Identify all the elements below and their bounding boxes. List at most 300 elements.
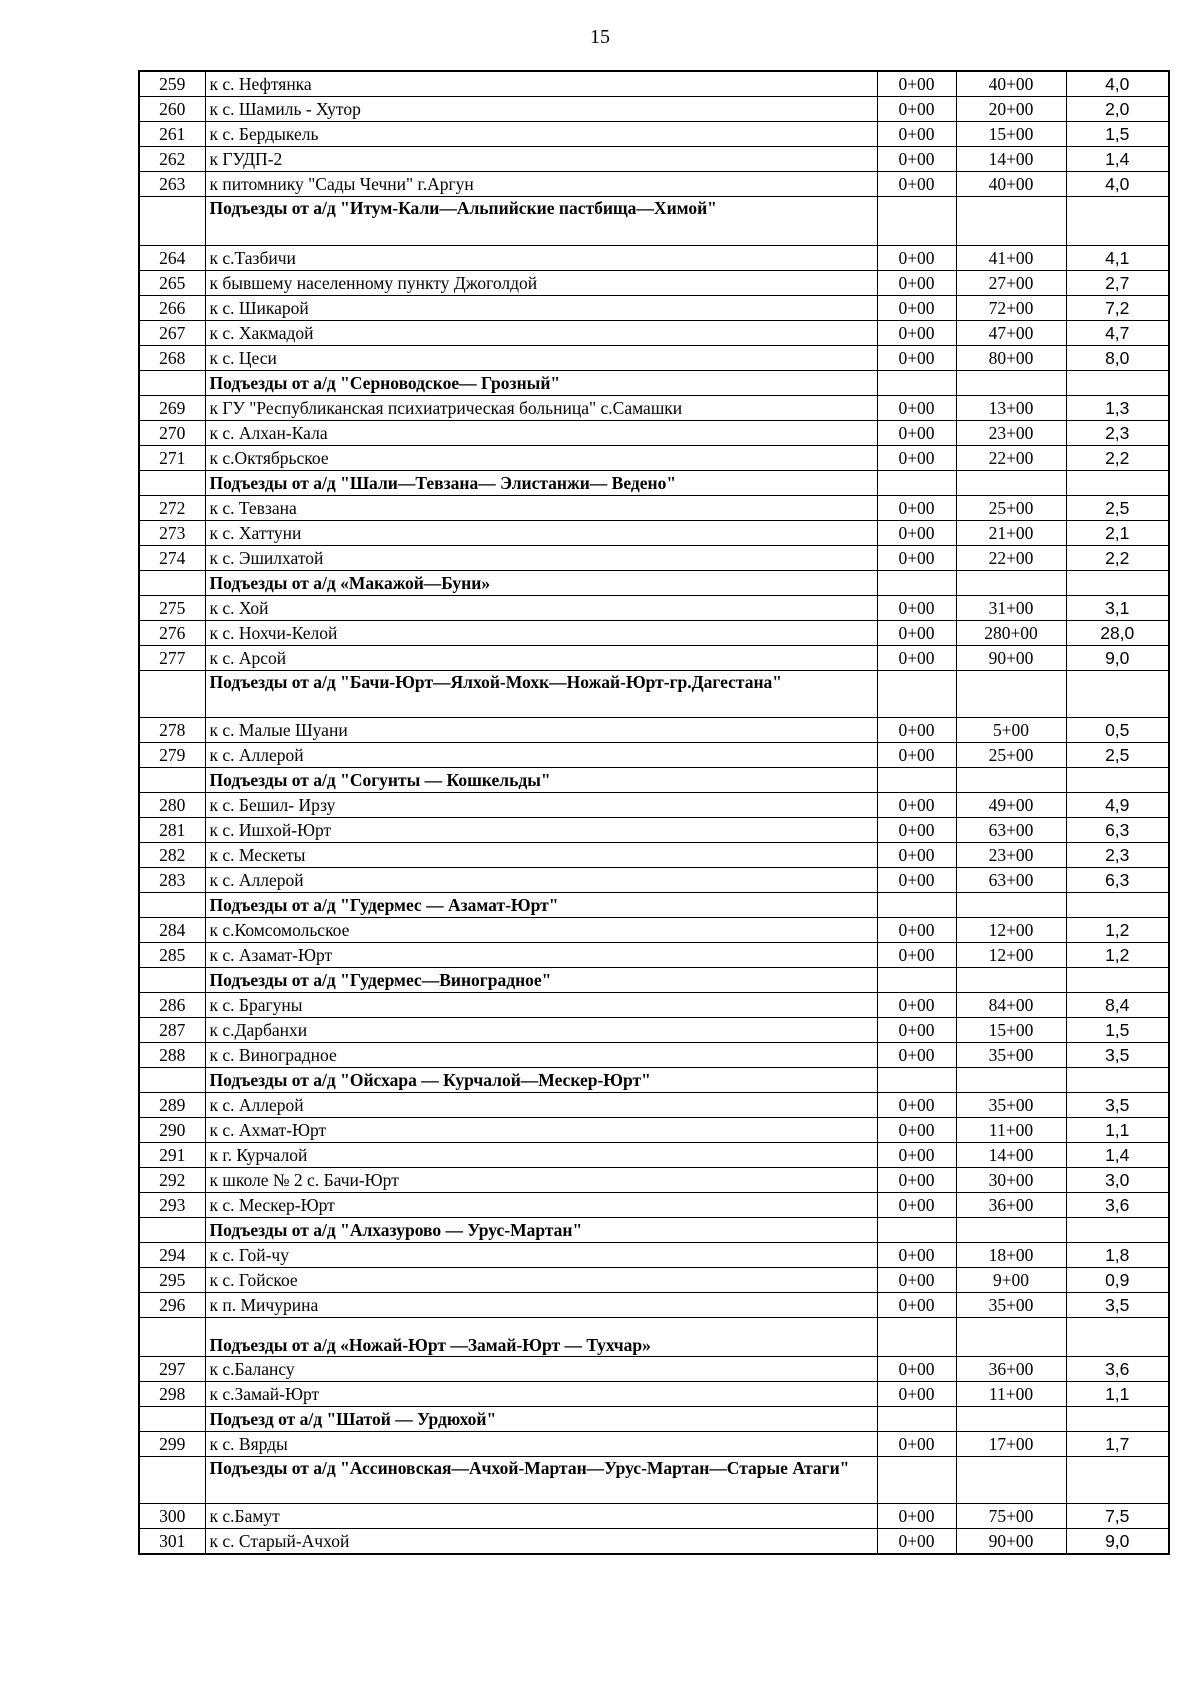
section-num-cell xyxy=(139,768,205,793)
section-start-cell xyxy=(877,571,956,596)
table-row xyxy=(139,1504,1169,1529)
section-num-cell xyxy=(139,1407,205,1432)
section-title: Подъезды от а/д "Гудермес — Азамат-Юрт" xyxy=(205,893,877,918)
length-km: 7,5 xyxy=(1066,1504,1169,1529)
length-km: 4,0 xyxy=(1066,71,1169,97)
row-number: 290 xyxy=(139,1118,205,1143)
table-row xyxy=(139,743,1169,768)
section-end-cell xyxy=(956,1407,1066,1432)
start-km: 0+00 xyxy=(877,843,956,868)
row-number: 286 xyxy=(139,993,205,1018)
section-header-row xyxy=(139,968,1169,993)
row-number: 260 xyxy=(139,97,205,122)
section-start-cell xyxy=(877,197,956,246)
table-row xyxy=(139,446,1169,471)
section-title: Подъезды от а/д «Макажой—Буни» xyxy=(205,571,877,596)
table-row xyxy=(139,172,1169,197)
road-name: к с. Бешил- Ирзу xyxy=(205,793,877,818)
section-end-cell xyxy=(956,471,1066,496)
section-start-cell xyxy=(877,1457,956,1504)
start-km: 0+00 xyxy=(877,918,956,943)
section-length-cell xyxy=(1066,1457,1169,1504)
length-km: 3,5 xyxy=(1066,1093,1169,1118)
section-title: Подъезды от а/д "Серноводское— Грозный" xyxy=(205,371,877,396)
start-km: 0+00 xyxy=(877,421,956,446)
table-row xyxy=(139,346,1169,371)
section-num-cell xyxy=(139,1218,205,1243)
end-km: 15+00 xyxy=(956,122,1066,147)
road-name: к с. Нефтянка xyxy=(205,71,877,97)
row-number: 279 xyxy=(139,743,205,768)
section-title: Подъезды от а/д "Итум-Кали—Альпийские пастбища—Химой" xyxy=(205,197,877,246)
length-km: 1,1 xyxy=(1066,1118,1169,1143)
table-row xyxy=(139,122,1169,147)
row-number: 284 xyxy=(139,918,205,943)
table-row xyxy=(139,1293,1169,1318)
end-km: 22+00 xyxy=(956,446,1066,471)
end-km: 36+00 xyxy=(956,1357,1066,1382)
row-number: 259 xyxy=(139,71,205,97)
end-km: 75+00 xyxy=(956,1504,1066,1529)
start-km: 0+00 xyxy=(877,1243,956,1268)
row-number: 277 xyxy=(139,646,205,671)
road-name: к ГУ "Республиканская психиатрическая больница" с.Самашки xyxy=(205,396,877,421)
end-km: 41+00 xyxy=(956,246,1066,271)
section-title: Подъезды от а/д "Бачи-Юрт—Ялхой-Мохк—Ножай-Юрт-гр.Дагестана" xyxy=(205,671,877,718)
length-km: 2,2 xyxy=(1066,546,1169,571)
end-km: 36+00 xyxy=(956,1193,1066,1218)
start-km: 0+00 xyxy=(877,396,956,421)
start-km: 0+00 xyxy=(877,1018,956,1043)
section-start-cell xyxy=(877,1068,956,1093)
road-name: к с. Брагуны xyxy=(205,993,877,1018)
start-km: 0+00 xyxy=(877,1168,956,1193)
length-km: 1,3 xyxy=(1066,396,1169,421)
road-name: к с. Эшилхатой xyxy=(205,546,877,571)
length-km: 2,2 xyxy=(1066,446,1169,471)
table-row xyxy=(139,818,1169,843)
start-km: 0+00 xyxy=(877,546,956,571)
length-km: 3,6 xyxy=(1066,1357,1169,1382)
section-length-cell xyxy=(1066,471,1169,496)
road-name: к с.Бамут xyxy=(205,1504,877,1529)
table-row xyxy=(139,793,1169,818)
row-number: 297 xyxy=(139,1357,205,1382)
road-name: к с. Шикарой xyxy=(205,296,877,321)
start-km: 0+00 xyxy=(877,1529,956,1555)
road-name: к с. Арсой xyxy=(205,646,877,671)
start-km: 0+00 xyxy=(877,346,956,371)
start-km: 0+00 xyxy=(877,1357,956,1382)
section-num-cell xyxy=(139,893,205,918)
table-row xyxy=(139,296,1169,321)
start-km: 0+00 xyxy=(877,1043,956,1068)
row-number: 298 xyxy=(139,1382,205,1407)
end-km: 25+00 xyxy=(956,496,1066,521)
section-num-cell xyxy=(139,1068,205,1093)
section-header-row xyxy=(139,371,1169,396)
end-km: 35+00 xyxy=(956,1093,1066,1118)
end-km: 22+00 xyxy=(956,546,1066,571)
road-name: к с. Бердыкель xyxy=(205,122,877,147)
row-number: 267 xyxy=(139,321,205,346)
section-header-row xyxy=(139,768,1169,793)
row-number: 272 xyxy=(139,496,205,521)
table-row xyxy=(139,246,1169,271)
start-km: 0+00 xyxy=(877,271,956,296)
section-title: Подъезды от а/д "Ассиновская—Ачхой-Мартан—Урус-Мартан—Старые Атаги" xyxy=(205,1457,877,1504)
start-km: 0+00 xyxy=(877,1293,956,1318)
table-row xyxy=(139,1529,1169,1555)
row-number: 299 xyxy=(139,1432,205,1457)
table-row xyxy=(139,421,1169,446)
section-start-cell xyxy=(877,671,956,718)
row-number: 264 xyxy=(139,246,205,271)
section-end-cell xyxy=(956,768,1066,793)
start-km: 0+00 xyxy=(877,1093,956,1118)
road-name: к с. Хаттуни xyxy=(205,521,877,546)
section-start-cell xyxy=(877,893,956,918)
row-number: 263 xyxy=(139,172,205,197)
end-km: 63+00 xyxy=(956,818,1066,843)
section-num-cell xyxy=(139,571,205,596)
table-row xyxy=(139,1357,1169,1382)
start-km: 0+00 xyxy=(877,718,956,743)
road-name: к с. Аллерой xyxy=(205,1093,877,1118)
row-number: 293 xyxy=(139,1193,205,1218)
section-length-cell xyxy=(1066,1407,1169,1432)
end-km: 40+00 xyxy=(956,172,1066,197)
section-num-cell xyxy=(139,471,205,496)
section-end-cell xyxy=(956,371,1066,396)
length-km: 4,1 xyxy=(1066,246,1169,271)
length-km: 2,7 xyxy=(1066,271,1169,296)
start-km: 0+00 xyxy=(877,321,956,346)
row-number: 301 xyxy=(139,1529,205,1555)
end-km: 17+00 xyxy=(956,1432,1066,1457)
section-end-cell xyxy=(956,968,1066,993)
start-km: 0+00 xyxy=(877,1193,956,1218)
road-name: к п. Мичурина xyxy=(205,1293,877,1318)
start-km: 0+00 xyxy=(877,1432,956,1457)
start-km: 0+00 xyxy=(877,1118,956,1143)
row-number: 292 xyxy=(139,1168,205,1193)
length-km: 0,9 xyxy=(1066,1268,1169,1293)
end-km: 84+00 xyxy=(956,993,1066,1018)
section-end-cell xyxy=(956,1068,1066,1093)
road-name: к с. Аллерой xyxy=(205,743,877,768)
section-header-row xyxy=(139,571,1169,596)
table-row xyxy=(139,71,1169,97)
start-km: 0+00 xyxy=(877,122,956,147)
road-name: к с. Хакмадой xyxy=(205,321,877,346)
end-km: 30+00 xyxy=(956,1168,1066,1193)
table-row xyxy=(139,1382,1169,1407)
start-km: 0+00 xyxy=(877,1382,956,1407)
section-end-cell xyxy=(956,1218,1066,1243)
section-num-cell xyxy=(139,197,205,246)
road-name: к с. Гой-чу xyxy=(205,1243,877,1268)
start-km: 0+00 xyxy=(877,97,956,122)
start-km: 0+00 xyxy=(877,646,956,671)
end-km: 63+00 xyxy=(956,868,1066,893)
row-number: 296 xyxy=(139,1293,205,1318)
start-km: 0+00 xyxy=(877,793,956,818)
road-name: к с. Малые Шуани xyxy=(205,718,877,743)
row-number: 289 xyxy=(139,1093,205,1118)
table-row xyxy=(139,1118,1169,1143)
length-km: 1,1 xyxy=(1066,1382,1169,1407)
length-km: 2,5 xyxy=(1066,496,1169,521)
road-name: к с. Мескер-Юрт xyxy=(205,1193,877,1218)
row-number: 282 xyxy=(139,843,205,868)
end-km: 18+00 xyxy=(956,1243,1066,1268)
end-km: 280+00 xyxy=(956,621,1066,646)
start-km: 0+00 xyxy=(877,993,956,1018)
roads-table-body xyxy=(139,71,1169,1554)
road-name: к ГУДП-2 xyxy=(205,147,877,172)
length-km: 1,2 xyxy=(1066,943,1169,968)
road-name: к с. Шамиль - Хутор xyxy=(205,97,877,122)
length-km: 1,4 xyxy=(1066,1143,1169,1168)
section-num-cell xyxy=(139,968,205,993)
start-km: 0+00 xyxy=(877,621,956,646)
start-km: 0+00 xyxy=(877,1504,956,1529)
section-header-row xyxy=(139,1407,1169,1432)
length-km: 3,0 xyxy=(1066,1168,1169,1193)
length-km: 4,0 xyxy=(1066,172,1169,197)
length-km: 2,5 xyxy=(1066,743,1169,768)
table-row xyxy=(139,943,1169,968)
row-number: 300 xyxy=(139,1504,205,1529)
section-length-cell xyxy=(1066,671,1169,718)
start-km: 0+00 xyxy=(877,743,956,768)
section-end-cell xyxy=(956,571,1066,596)
table-row xyxy=(139,718,1169,743)
end-km: 23+00 xyxy=(956,843,1066,868)
end-km: 90+00 xyxy=(956,646,1066,671)
section-title: Подъезды от а/д «Ножай-Юрт —Замай-Юрт — Тухчар» xyxy=(205,1318,877,1357)
length-km: 0,5 xyxy=(1066,718,1169,743)
table-row xyxy=(139,868,1169,893)
road-name: к с.Балансу xyxy=(205,1357,877,1382)
length-km: 3,5 xyxy=(1066,1293,1169,1318)
table-row xyxy=(139,918,1169,943)
road-name: к с. Вярды xyxy=(205,1432,877,1457)
section-length-cell xyxy=(1066,768,1169,793)
start-km: 0+00 xyxy=(877,596,956,621)
section-start-cell xyxy=(877,768,956,793)
section-end-cell xyxy=(956,1457,1066,1504)
table-row xyxy=(139,1193,1169,1218)
end-km: 12+00 xyxy=(956,918,1066,943)
road-name: к с. Тевзана xyxy=(205,496,877,521)
section-title: Подъезд от а/д "Шатой — Урдюхой" xyxy=(205,1407,877,1432)
section-header-row xyxy=(139,1068,1169,1093)
length-km: 2,0 xyxy=(1066,97,1169,122)
road-name: к с. Азамат-Юрт xyxy=(205,943,877,968)
start-km: 0+00 xyxy=(877,246,956,271)
end-km: 35+00 xyxy=(956,1043,1066,1068)
section-length-cell xyxy=(1066,893,1169,918)
row-number: 262 xyxy=(139,147,205,172)
start-km: 0+00 xyxy=(877,943,956,968)
row-number: 280 xyxy=(139,793,205,818)
table-row xyxy=(139,993,1169,1018)
section-start-cell xyxy=(877,1218,956,1243)
row-number: 265 xyxy=(139,271,205,296)
section-num-cell xyxy=(139,1318,205,1357)
end-km: 23+00 xyxy=(956,421,1066,446)
section-title: Подъезды от а/д "Ойсхара — Курчалой—Мескер-Юрт" xyxy=(205,1068,877,1093)
length-km: 8,0 xyxy=(1066,346,1169,371)
row-number: 268 xyxy=(139,346,205,371)
length-km: 28,0 xyxy=(1066,621,1169,646)
section-start-cell xyxy=(877,1318,956,1357)
start-km: 0+00 xyxy=(877,1143,956,1168)
end-km: 11+00 xyxy=(956,1118,1066,1143)
table-row xyxy=(139,147,1169,172)
road-name: к с. Ишхой-Юрт xyxy=(205,818,877,843)
road-name: к с.Комсомольское xyxy=(205,918,877,943)
table-row xyxy=(139,1093,1169,1118)
row-number: 270 xyxy=(139,421,205,446)
end-km: 25+00 xyxy=(956,743,1066,768)
road-name: к с. Мескеты xyxy=(205,843,877,868)
length-km: 9,0 xyxy=(1066,1529,1169,1555)
row-number: 261 xyxy=(139,122,205,147)
start-km: 0+00 xyxy=(877,818,956,843)
length-km: 8,4 xyxy=(1066,993,1169,1018)
section-start-cell xyxy=(877,471,956,496)
table-row xyxy=(139,621,1169,646)
table-row xyxy=(139,646,1169,671)
row-number: 271 xyxy=(139,446,205,471)
length-km: 7,2 xyxy=(1066,296,1169,321)
row-number: 283 xyxy=(139,868,205,893)
length-km: 4,7 xyxy=(1066,321,1169,346)
section-end-cell xyxy=(956,893,1066,918)
end-km: 47+00 xyxy=(956,321,1066,346)
length-km: 1,7 xyxy=(1066,1432,1169,1457)
row-number: 287 xyxy=(139,1018,205,1043)
road-name: к с. Гойское xyxy=(205,1268,877,1293)
end-km: 13+00 xyxy=(956,396,1066,421)
row-number: 266 xyxy=(139,296,205,321)
length-km: 3,6 xyxy=(1066,1193,1169,1218)
road-name: к с. Цеси xyxy=(205,346,877,371)
length-km: 2,3 xyxy=(1066,421,1169,446)
end-km: 80+00 xyxy=(956,346,1066,371)
section-header-row xyxy=(139,1218,1169,1243)
road-name: к с. Алхан-Кала xyxy=(205,421,877,446)
row-number: 291 xyxy=(139,1143,205,1168)
length-km: 2,3 xyxy=(1066,843,1169,868)
end-km: 20+00 xyxy=(956,97,1066,122)
length-km: 1,5 xyxy=(1066,122,1169,147)
length-km: 9,0 xyxy=(1066,646,1169,671)
end-km: 21+00 xyxy=(956,521,1066,546)
road-name: к с.Октябрьское xyxy=(205,446,877,471)
section-num-cell xyxy=(139,1457,205,1504)
start-km: 0+00 xyxy=(877,868,956,893)
length-km: 1,2 xyxy=(1066,918,1169,943)
table-row xyxy=(139,1268,1169,1293)
section-length-cell xyxy=(1066,1068,1169,1093)
length-km: 3,5 xyxy=(1066,1043,1169,1068)
end-km: 90+00 xyxy=(956,1529,1066,1555)
section-length-cell xyxy=(1066,968,1169,993)
road-name: к с. Аллерой xyxy=(205,868,877,893)
section-header-row xyxy=(139,197,1169,246)
table-row xyxy=(139,396,1169,421)
length-km: 1,4 xyxy=(1066,147,1169,172)
table-row xyxy=(139,1432,1169,1457)
section-header-row xyxy=(139,671,1169,718)
road-name: к г. Курчалой xyxy=(205,1143,877,1168)
section-start-cell xyxy=(877,1407,956,1432)
table-row xyxy=(139,1018,1169,1043)
road-name: к с.Дарбанхи xyxy=(205,1018,877,1043)
road-name: к с. Старый-Ачхой xyxy=(205,1529,877,1555)
road-name: к бывшему населенному пункту Джоголдой xyxy=(205,271,877,296)
end-km: 5+00 xyxy=(956,718,1066,743)
length-km: 2,1 xyxy=(1066,521,1169,546)
end-km: 35+00 xyxy=(956,1293,1066,1318)
road-name: к питомнику "Сады Чечни" г.Аргун xyxy=(205,172,877,197)
section-title: Подъезды от а/д "Шали—Тевзана— Элистанжи— Ведено" xyxy=(205,471,877,496)
row-number: 273 xyxy=(139,521,205,546)
end-km: 12+00 xyxy=(956,943,1066,968)
end-km: 9+00 xyxy=(956,1268,1066,1293)
road-name: к с.Тазбичи xyxy=(205,246,877,271)
section-end-cell xyxy=(956,1318,1066,1357)
end-km: 14+00 xyxy=(956,147,1066,172)
table-row xyxy=(139,843,1169,868)
section-end-cell xyxy=(956,197,1066,246)
start-km: 0+00 xyxy=(877,147,956,172)
table-row xyxy=(139,546,1169,571)
length-km: 6,3 xyxy=(1066,868,1169,893)
table-row xyxy=(139,521,1169,546)
table-row xyxy=(139,496,1169,521)
row-number: 276 xyxy=(139,621,205,646)
row-number: 269 xyxy=(139,396,205,421)
length-km: 6,3 xyxy=(1066,818,1169,843)
section-header-row xyxy=(139,471,1169,496)
table-row xyxy=(139,1168,1169,1193)
start-km: 0+00 xyxy=(877,446,956,471)
length-km: 3,1 xyxy=(1066,596,1169,621)
row-number: 285 xyxy=(139,943,205,968)
road-name: к с. Нохчи-Келой xyxy=(205,621,877,646)
section-header-row xyxy=(139,1457,1169,1504)
table-row xyxy=(139,596,1169,621)
end-km: 15+00 xyxy=(956,1018,1066,1043)
length-km: 4,9 xyxy=(1066,793,1169,818)
length-km: 1,5 xyxy=(1066,1018,1169,1043)
road-name: к школе № 2 с. Бачи-Юрт xyxy=(205,1168,877,1193)
section-title: Подъезды от а/д "Алхазурово — Урус-Мартан" xyxy=(205,1218,877,1243)
start-km: 0+00 xyxy=(877,172,956,197)
row-number: 275 xyxy=(139,596,205,621)
end-km: 14+00 xyxy=(956,1143,1066,1168)
row-number: 288 xyxy=(139,1043,205,1068)
table-row xyxy=(139,1043,1169,1068)
start-km: 0+00 xyxy=(877,521,956,546)
row-number: 274 xyxy=(139,546,205,571)
section-start-cell xyxy=(877,968,956,993)
